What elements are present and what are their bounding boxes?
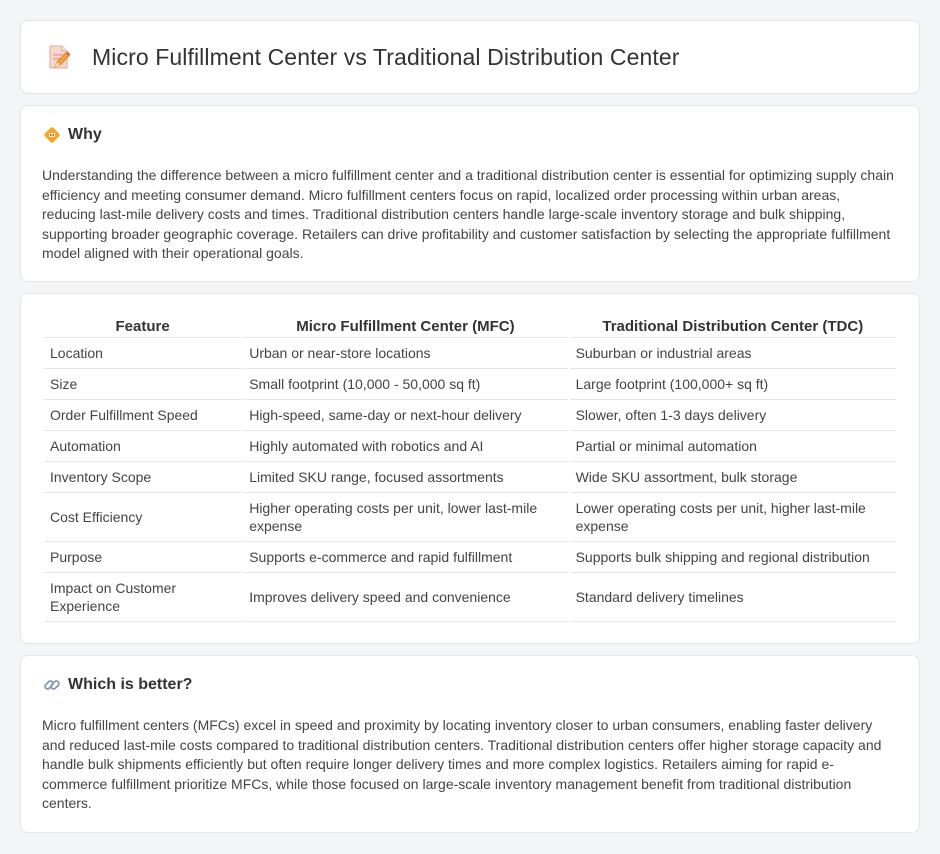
tdc-cell: Suburban or industrial areas	[570, 338, 896, 369]
header-tdc: Traditional Distribution Center (TDC)	[570, 316, 896, 338]
better-heading-row	[43, 676, 192, 694]
feature-cell: Location	[44, 338, 241, 369]
feature-cell: Purpose	[44, 542, 241, 573]
page-title: Micro Fulfillment Center vs Traditional Distribution Center	[92, 43, 680, 70]
mfc-cell: Small footprint (10,000 - 50,000 sq ft)	[243, 369, 567, 400]
tdc-cell: Standard delivery timelines	[570, 573, 896, 622]
header-feature: Feature	[44, 316, 241, 338]
comparison-card	[20, 293, 920, 644]
tdc-cell: Slower, often 1-3 days delivery	[570, 400, 896, 431]
mfc-cell: Limited SKU range, focused assortments	[243, 462, 567, 493]
tdc-cell: Wide SKU assortment, bulk storage	[570, 462, 896, 493]
better-heading: Which is better?	[68, 676, 193, 693]
table-row	[44, 542, 896, 573]
comparison-table	[42, 316, 898, 622]
feature-cell: Order Fulfillment Speed	[44, 400, 241, 431]
feature-cell: Inventory Scope	[44, 462, 241, 493]
why-text: Understanding the difference between a micro fulfillment center and a traditional distribution center is essential for optimizing supply chain efficiency and meeting consumer demand. Micro fulfillment centers focus on rapid, localized order processing within urban areas, reducing last-mile delivery costs and times. Traditional distribution centers handle large-scale inventory storage and bulk shipping, supporting broader geographic coverage. Retailers can drive profitability and customer satisfaction by selecting the appropriate fulfillment model aligned with their operational goals.	[42, 167, 894, 262]
link-icon	[43, 676, 61, 694]
table-row	[44, 462, 896, 493]
which-better-card	[20, 655, 920, 833]
table-row	[44, 493, 896, 542]
title-card	[20, 20, 920, 94]
feature-cell: Cost Efficiency	[44, 493, 241, 542]
mfc-cell: Improves delivery speed and convenience	[243, 573, 567, 622]
mfc-cell: Supports e-commerce and rapid fulfillment	[243, 542, 567, 573]
table-row	[44, 338, 896, 369]
header-mfc: Micro Fulfillment Center (MFC)	[243, 316, 567, 338]
tdc-cell: Lower operating costs per unit, higher last-mile expense	[570, 493, 896, 542]
road-sign-icon	[43, 126, 61, 144]
tdc-cell: Large footprint (100,000+ sq ft)	[570, 369, 896, 400]
tdc-cell: Supports bulk shipping and regional distribution	[570, 542, 896, 573]
why-heading: Why	[68, 126, 102, 143]
tdc-cell: Partial or minimal automation	[570, 431, 896, 462]
feature-cell: Size	[44, 369, 241, 400]
table-row	[44, 431, 896, 462]
table-header-row	[44, 316, 896, 338]
title-row	[46, 43, 680, 71]
why-heading-row	[43, 126, 102, 144]
mfc-cell: High-speed, same-day or next-hour delivery	[243, 400, 567, 431]
mfc-cell: Highly automated with robotics and AI	[243, 431, 567, 462]
table-row	[44, 369, 896, 400]
document-pencil-icon	[46, 43, 72, 71]
table-row	[44, 573, 896, 622]
why-card	[20, 105, 920, 282]
feature-cell: Impact on Customer Experience	[44, 573, 241, 622]
feature-cell: Automation	[44, 431, 241, 462]
mfc-cell: Higher operating costs per unit, lower last-mile expense	[243, 493, 567, 542]
mfc-cell: Urban or near-store locations	[243, 338, 567, 369]
better-text: Micro fulfillment centers (MFCs) excel in speed and proximity by locating inventory closer to urban consumers, enabling faster delivery and reduced last-mile costs compared to traditional distribution centers. Traditional distribution centers offer higher storage capacity and handle bulk shipments efficiently but often require longer delivery times and more complex logistics. Retailers aiming for rapid e-commerce fulfillment prioritize MFCs, while those focused on large-scale inventory management benefit from traditional distribution centers.	[42, 717, 882, 812]
table-row	[44, 400, 896, 431]
